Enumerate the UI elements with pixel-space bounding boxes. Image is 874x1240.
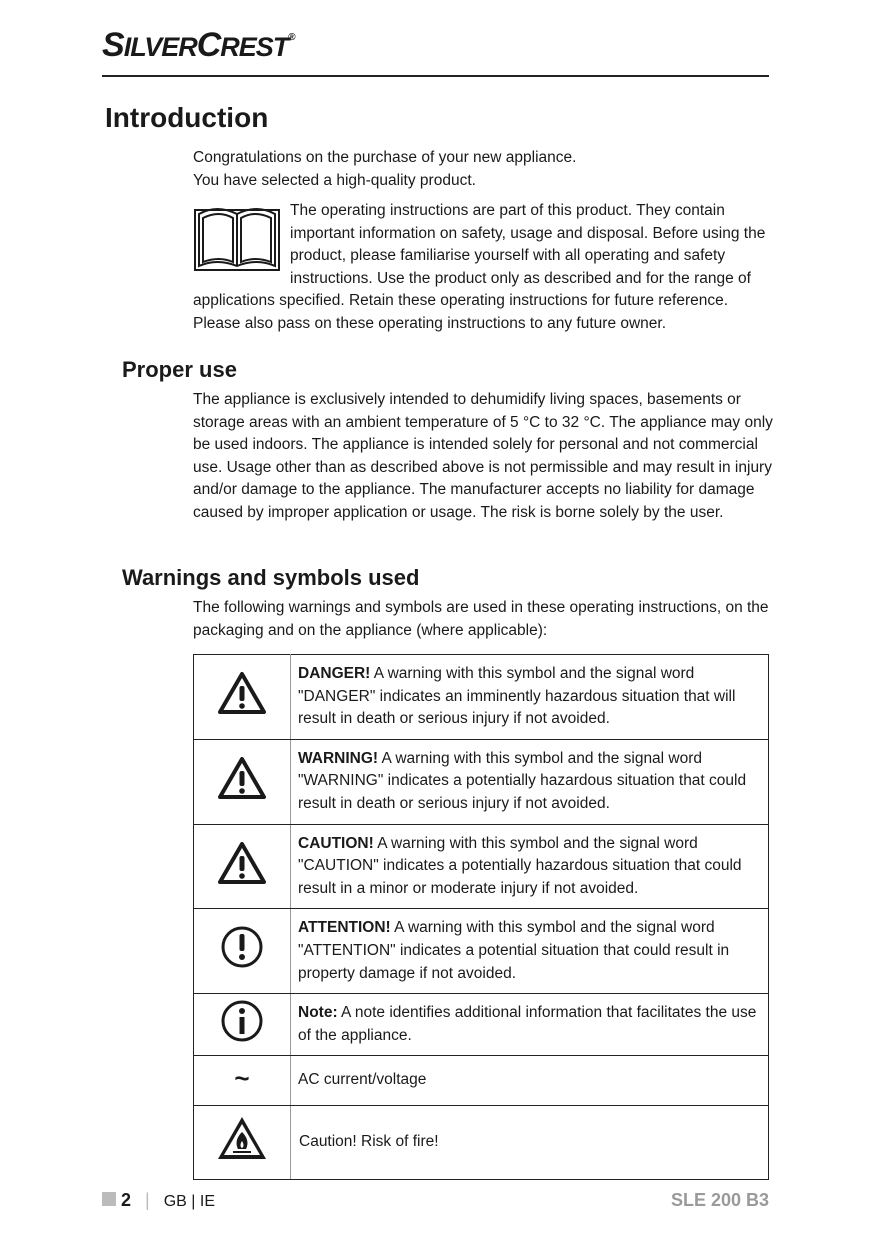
proper-use-text: The appliance is exclusively intended to dehumidify living spaces, basements or storage areas with an ambient temperature of 5 °C to 32 °C. The appliance may only be used indoors. The appliance is intended solely for personal and not commercial use. Usage other than as described above is not permissible and may result in injury and/or damage to the appliance. The manufacturer accepts no liability for damage caused by improper application or usage. The risk is borne solely by the user.: [193, 391, 773, 521]
warning-triangle-icon: [194, 655, 291, 740]
description-text: A warning with this symbol and the signal word "WARNING" indicates a potentially hazardous situation that could result in death or serious injury if not avoided.: [298, 749, 747, 812]
info-circle-icon: [194, 994, 291, 1056]
symbol-row: [194, 655, 769, 740]
symbol-description: [291, 994, 769, 1056]
symbol-description: [291, 655, 769, 740]
exclamation-circle-icon: [194, 909, 291, 994]
symbol-row: [194, 994, 769, 1056]
symbol-row: [194, 1056, 769, 1106]
header-divider: [102, 75, 769, 77]
intro-paragraph-3: The operating instructions are part of this product. They contain important information on safety, usage and disposal. Before using the product, please familiarise yourself with all operating and safety instructions. Use the product only as described and for the range of applications specified. Retain these operating instructions for future reference. Please also pass on these operating instructions to any future owner.: [193, 202, 766, 332]
section-title-introduction: Introduction: [105, 102, 269, 133]
signal-word: CAUTION!: [298, 834, 374, 852]
warnings-intro-text: The following warnings and symbols are used in these operating instructions, on the packaging and on the appliance (where applicable):: [193, 599, 769, 639]
ac-tilde-icon: ~: [194, 1056, 291, 1106]
symbol-description: [291, 1056, 769, 1106]
symbol-description: [291, 824, 769, 909]
warning-triangle-icon: [194, 739, 291, 824]
description-text: A warning with this symbol and the signal word "CAUTION" indicates a potentially hazardous situation that could result in a minor or moderate injury if not avoided.: [298, 834, 742, 897]
symbol-description: [291, 739, 769, 824]
symbols-table: [193, 654, 769, 1180]
description-text: Caution! Risk of fire!: [299, 1132, 439, 1150]
signal-word: Note:: [298, 1004, 338, 1022]
symbol-row: [194, 1105, 769, 1179]
description-text: A warning with this symbol and the signal word "DANGER" indicates an imminently hazardous situation that will result in death or serious injury if not avoided.: [298, 665, 736, 728]
footer-page: 2 | GB | IE: [102, 1190, 215, 1211]
symbol-description: [291, 909, 769, 994]
page-marker-square: [102, 1192, 116, 1206]
description-text: AC current/voltage: [298, 1071, 427, 1089]
section-title-proper-use: Proper use: [122, 357, 237, 382]
signal-word: ATTENTION!: [298, 919, 391, 937]
section-title-warnings: Warnings and symbols used: [122, 565, 420, 590]
book-icon: [193, 200, 290, 288]
description-text: A note identifies additional information that facilitates the use of the appliance.: [298, 1004, 757, 1044]
symbol-row: [194, 909, 769, 994]
symbol-row: [194, 824, 769, 909]
description-text: A warning with this symbol and the signal word "ATTENTION" indicates a potential situation that could result in property damage if not avoided.: [298, 919, 730, 982]
footer-model: SLE 200 B3: [670, 1190, 769, 1210]
symbol-description: [291, 1105, 769, 1179]
brand-logo: SILVERCREST®: [102, 26, 295, 64]
signal-word: WARNING!: [298, 749, 379, 767]
symbol-row: [194, 739, 769, 824]
fire-warning-icon: [194, 1105, 291, 1179]
signal-word: DANGER!: [298, 665, 371, 682]
warning-triangle-icon: [194, 824, 291, 909]
intro-paragraph-1: Congratulations on the purchase of your new appliance.: [193, 149, 577, 166]
intro-paragraph-2: You have selected a high-quality product.: [193, 172, 476, 189]
